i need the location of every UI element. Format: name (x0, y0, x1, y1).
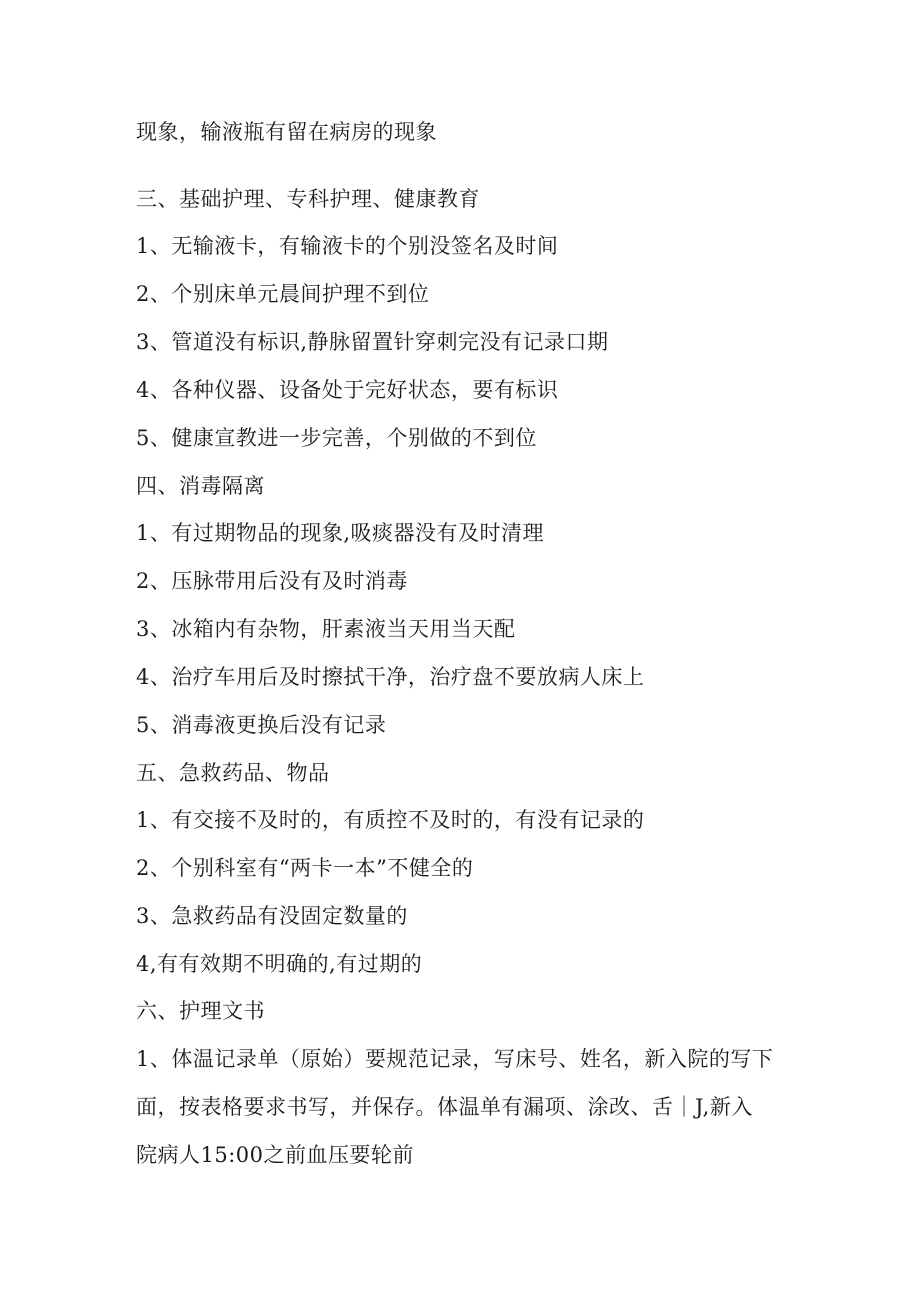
list-item: 4、治疗车用后及时擦拭干净，治疗盘不要放病人床上 (136, 665, 645, 689)
list-item: 3、管道没有标识,静脉留置针穿刺完没有记录口期 (136, 330, 609, 354)
list-item: 4,有有效期不明确的,有过期的 (136, 952, 423, 976)
list-item: 3、急救药品有没固定数量的 (136, 904, 408, 928)
list-item: 5、健康宣教进一步完善，个别做的不到位 (136, 426, 537, 450)
list-item: 1、有交接不及时的，有质控不及时的，有没有记录的 (136, 808, 645, 832)
section-heading: 六、护理文书 (136, 999, 265, 1023)
section-heading: 三、基础护理、专科护理、健康教育 (136, 187, 480, 211)
list-item: 2、压脉带用后没有及时消毒 (136, 569, 408, 593)
list-item: 1、有过期物品的现象,吸痰器没有及时清理 (136, 521, 545, 545)
paragraph-line: 现象，输液瓶有留在病房的现象 (136, 120, 437, 144)
list-item: 5、消毒液更换后没有记录 (136, 713, 387, 737)
section-heading: 五、急救药品、物品 (136, 761, 330, 785)
section-heading: 四、消毒隔离 (136, 474, 265, 498)
list-item: 3、冰箱内有杂物，肝素液当天用当天配 (136, 617, 516, 641)
paragraph-line: 院病人15:00之前血压要轮前 (136, 1143, 415, 1167)
list-item: 4、各种仪器、设备处于完好状态，要有标识 (136, 378, 559, 402)
list-item: 2、个别床单元晨间护理不到位 (136, 282, 430, 306)
list-item: 1、无输液卡，有输液卡的个别没签名及时间 (136, 234, 559, 258)
paragraph-line: 面，按表格要求书写，并保存。体温单有漏项、涂改、舌｜J,新入 (136, 1095, 753, 1119)
list-item: 2、个别科室有“两卡一本”不健全的 (136, 856, 474, 880)
list-item: 1、体温记录单（原始）要规范记录，写床号、姓名，新入院的写下 (136, 1047, 774, 1071)
